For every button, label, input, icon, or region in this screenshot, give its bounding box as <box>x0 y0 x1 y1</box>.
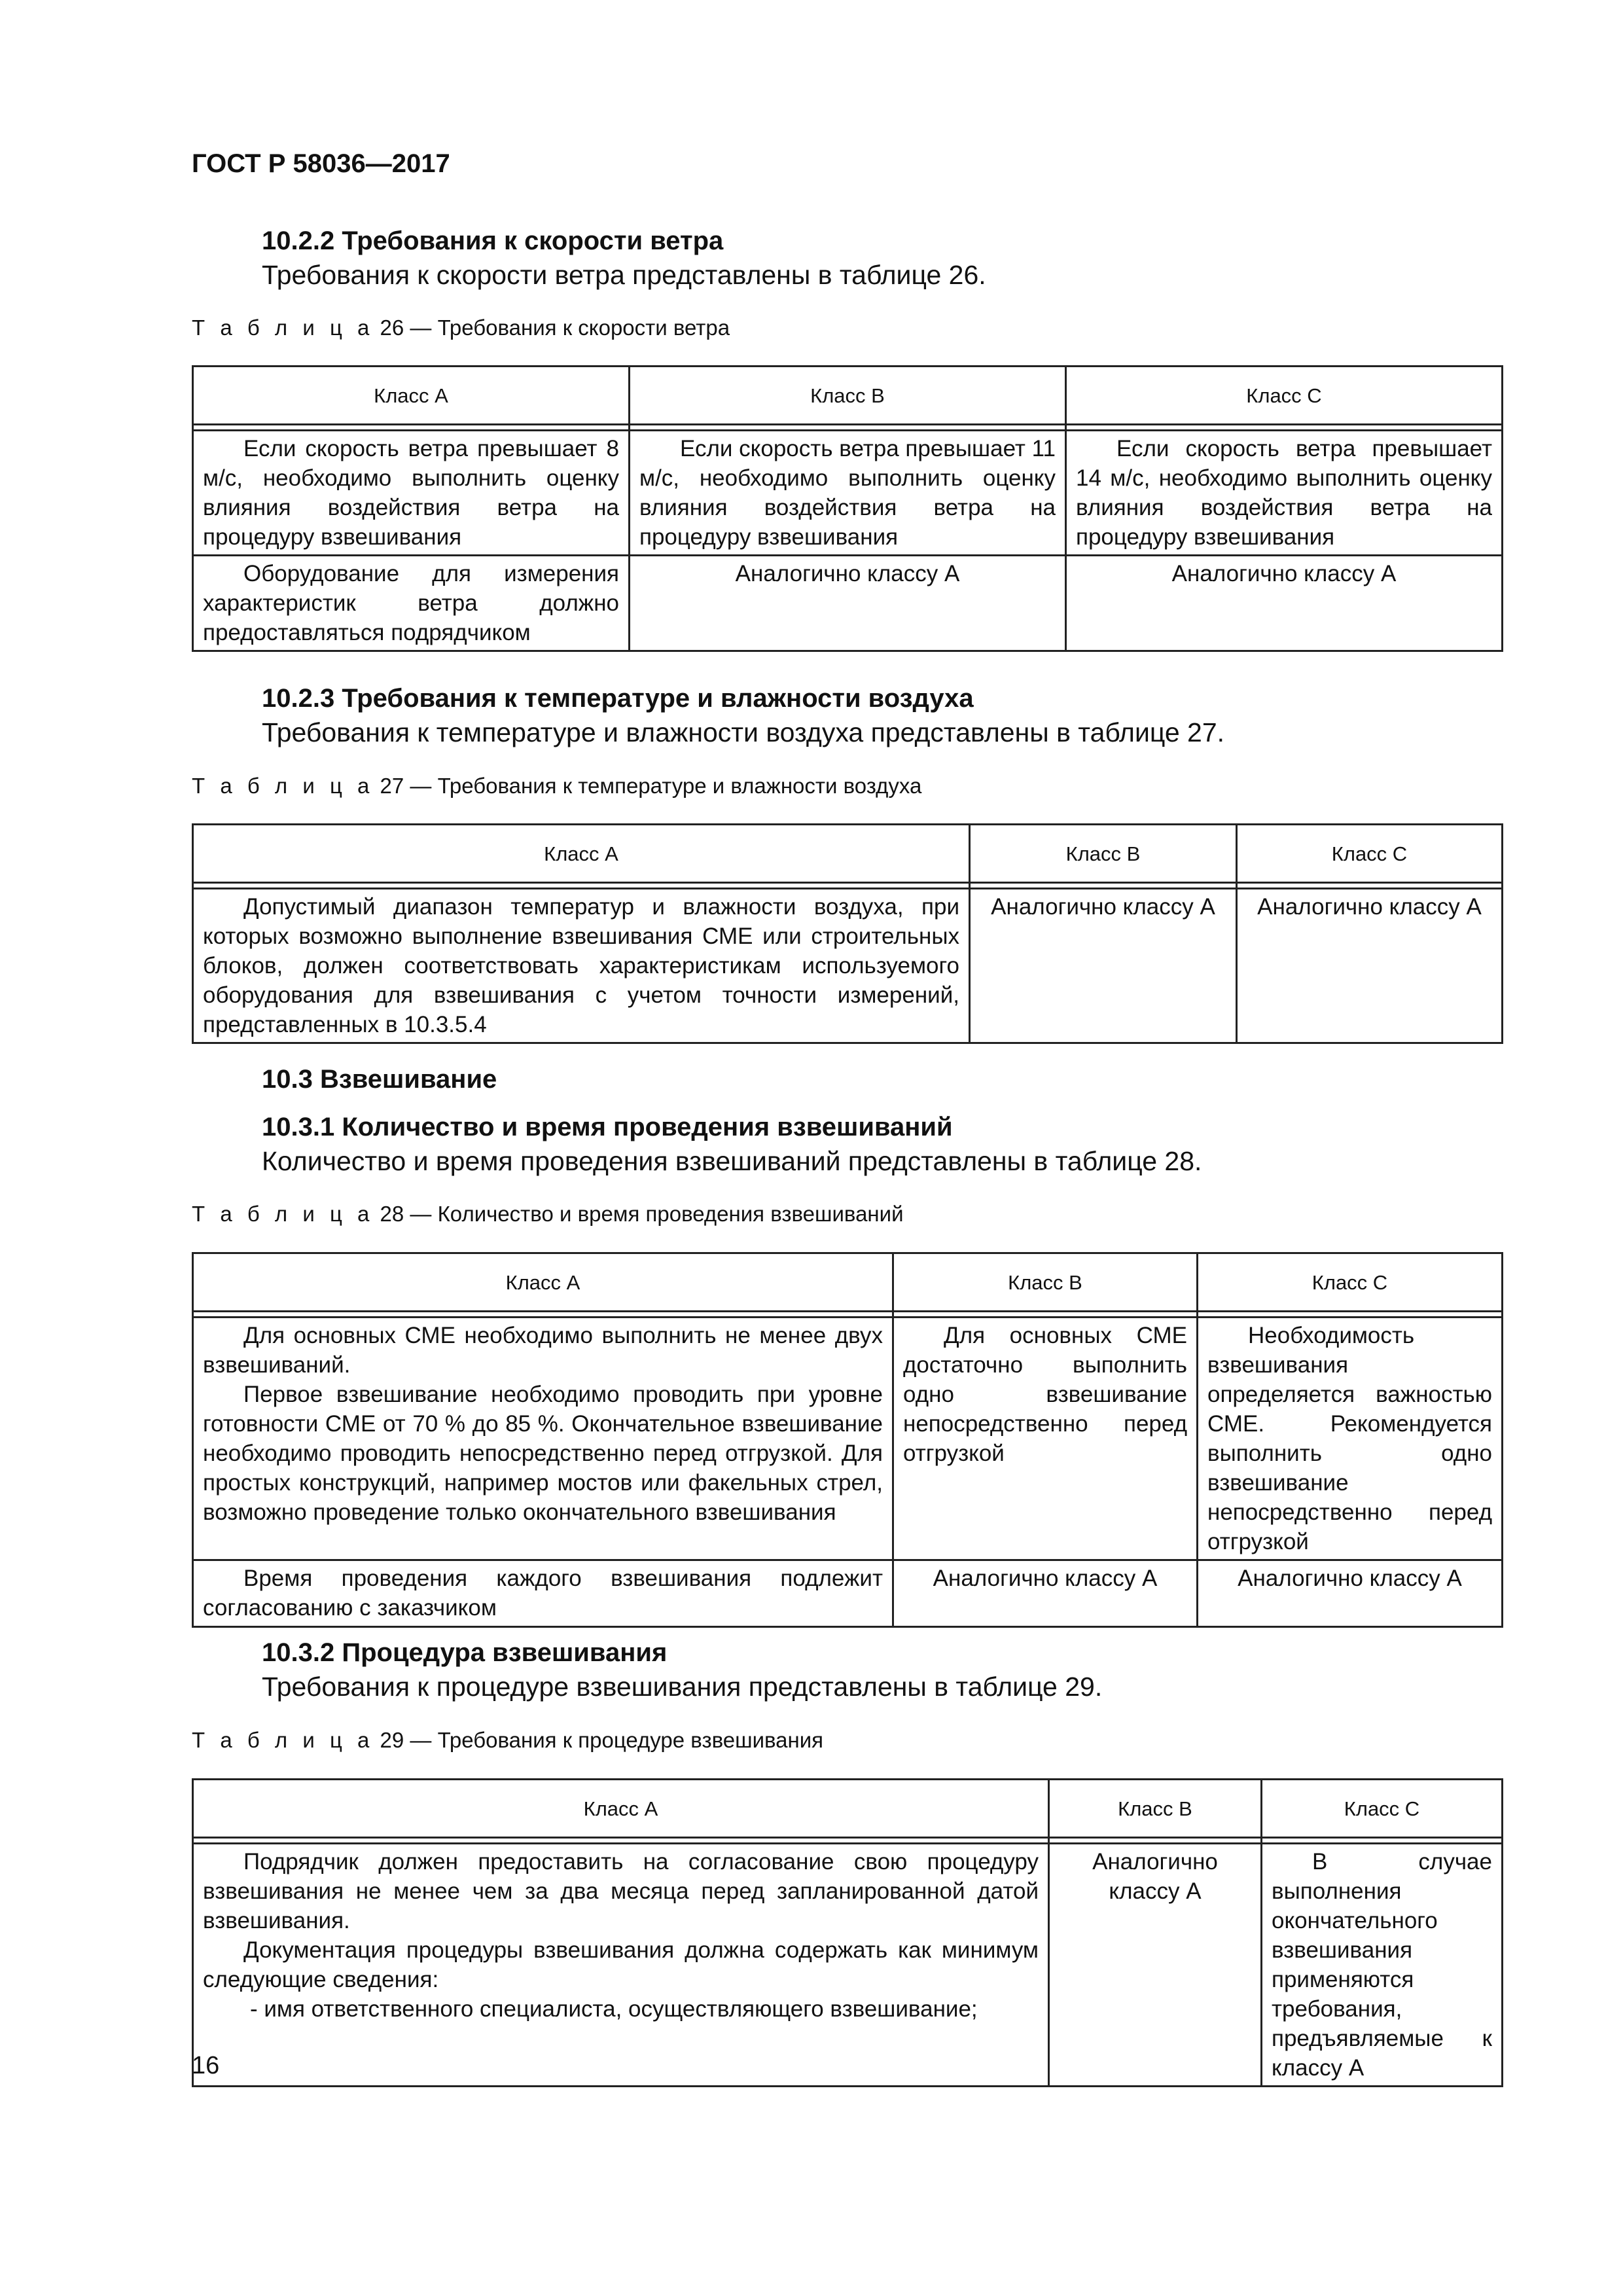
section-heading-10-2-2: 10.2.2 Требования к скорости ветра <box>262 226 724 255</box>
header-class-c: Класс С <box>1237 825 1503 883</box>
table-header-row <box>193 825 1503 883</box>
table-cell: Аналогично классу А <box>1066 556 1503 651</box>
table-row <box>193 431 1503 556</box>
table-27 <box>192 823 1503 1044</box>
table-cell-paragraph: Первое взвешивание необходимо проводить при уровне готовности СМЕ от 70 % до 85 %. Окончательное взвешивание необходимо проводить непосредственно перед отгрузкой. Для простых конструкций, например мостов или факельных стрел, возможно проведение только окончательного взвешивания <box>203 1382 883 1525</box>
table-header-row <box>193 1253 1503 1312</box>
table-cell: Аналогично классу А <box>630 556 1066 651</box>
table-cell-paragraph: Документация процедуры взвешивания должна содержать как минимум следующие сведения: <box>203 1937 1039 1992</box>
header-class-b: Класс В <box>630 367 1066 425</box>
table-row <box>193 1318 1503 1560</box>
section-heading-10-3: 10.3 Взвешивание <box>262 1065 497 1094</box>
section-heading-10-2-3: 10.2.3 Требования к температуре и влажности воздуха <box>262 684 974 713</box>
document-header: ГОСТ Р 58036—2017 <box>192 149 450 178</box>
section-text-10-2-2: Требования к скорости ветра представлены в таблице 26. <box>262 260 986 290</box>
header-class-a: Класс А <box>193 825 970 883</box>
table-caption-prefix: Т а б л и ц а <box>192 1202 374 1226</box>
header-class-a: Класс А <box>193 367 630 425</box>
table-cell: В случае выполнения окончательного взвешивания применяются требования, предъявляемые к классу А <box>1272 1849 1492 2081</box>
table-caption-title: 29 — Требования к процедуре взвешивания <box>374 1728 824 1752</box>
table-26 <box>192 365 1503 652</box>
table-29-caption <box>192 1728 823 1753</box>
table-cell-paragraph: - имя ответственного специалиста, осуществляющего взвешивание; <box>250 1996 978 2022</box>
table-row <box>193 1560 1503 1627</box>
table-caption-prefix: Т а б л и ц а <box>192 315 374 340</box>
table-cell-paragraph: Подрядчик должен предоставить на согласование свою процедуру взвешивания не менее чем за два месяца перед запланированной датой взвешивания. <box>203 1849 1039 1933</box>
table-cell: Аналогично классу А <box>1049 1844 1262 2087</box>
section-text-10-3-1: Количество и время проведения взвешиваний представлены в таблице 28. <box>262 1146 1202 1176</box>
table-header-row <box>193 367 1503 425</box>
table-row <box>193 556 1503 651</box>
table-28 <box>192 1252 1503 1628</box>
header-class-c: Класс С <box>1066 367 1503 425</box>
table-cell: Допустимый диапазон температур и влажности воздуха, при которых возможно выполнение взвешивания СМЕ или строительных блоков, должен соответствовать характеристикам используемого оборудования для взвешивания с учетом точности измерений, представленных в 10.3.5.4 <box>203 894 959 1037</box>
table-caption-title: 26 — Требования к скорости ветра <box>374 315 730 340</box>
table-cell-paragraph: Для основных СМЕ необходимо выполнить не менее двух взвешиваний. <box>203 1323 883 1378</box>
page-number: 16 <box>192 2052 220 2079</box>
header-class-c: Класс С <box>1262 1780 1503 1838</box>
table-row <box>193 889 1503 1043</box>
table-26-caption <box>192 315 730 340</box>
table-caption-prefix: Т а б л и ц а <box>192 774 374 798</box>
header-class-a: Класс А <box>193 1253 893 1312</box>
table-cell: Аналогично классу А <box>893 1560 1198 1627</box>
table-29 <box>192 1778 1503 2087</box>
header-class-c: Класс С <box>1198 1253 1503 1312</box>
table-caption-prefix: Т а б л и ц а <box>192 1728 374 1752</box>
table-cell: Для основных СМЕ достаточно выполнить одно взвешивание непосредственно перед отгрузкой <box>903 1323 1187 1466</box>
header-class-b: Класс В <box>893 1253 1198 1312</box>
table-cell: Аналогично классу А <box>970 889 1237 1043</box>
table-cell: Аналогично классу А <box>1198 1560 1503 1627</box>
table-cell: Если скорость ветра превышает 8 м/с, необходимо выполнить оценку влияния воздействия ветра на процедуру взвешивания <box>203 436 619 550</box>
table-cell: Необходимость взвешивания определяется важностью СМЕ. Рекомендуется выполнить одно взвешивание непосредственно перед отгрузкой <box>1207 1323 1492 1554</box>
table-cell: Время проведения каждого взвешивания подлежит согласованию с заказчиком <box>203 1566 883 1621</box>
header-class-b: Класс В <box>970 825 1237 883</box>
header-class-a: Класс А <box>193 1780 1049 1838</box>
section-text-10-2-3: Требования к температуре и влажности воздуха представлены в таблице 27. <box>262 717 1225 747</box>
table-cell: Если скорость ветра превышает 14 м/с, необходимо выполнить оценку влияния воздействия ветра на процедуру взвешивания <box>1076 436 1492 550</box>
table-caption-title: 28 — Количество и время проведения взвешиваний <box>374 1202 904 1226</box>
section-heading-10-3-2: 10.3.2 Процедура взвешивания <box>262 1638 668 1667</box>
table-header-row <box>193 1780 1503 1838</box>
table-cell: Аналогично классу А <box>1237 889 1503 1043</box>
table-cell: Если скорость ветра превышает 11 м/с, необходимо выполнить оценку влияния воздействия ветра на процедуру взвешивания <box>639 436 1056 550</box>
header-class-b: Класс В <box>1049 1780 1262 1838</box>
table-row <box>193 1844 1503 2087</box>
table-caption-title: 27 — Требования к температуре и влажности воздуха <box>374 774 922 798</box>
section-text-10-3-2: Требования к процедуре взвешивания представлены в таблице 29. <box>262 1672 1103 1702</box>
table-28-caption <box>192 1202 904 1227</box>
section-heading-10-3-1: 10.3.1 Количество и время проведения взвешиваний <box>262 1113 953 1141</box>
table-cell: Оборудование для измерения характеристик ветра должно предоставляться подрядчиком <box>203 561 619 645</box>
table-27-caption <box>192 774 921 798</box>
